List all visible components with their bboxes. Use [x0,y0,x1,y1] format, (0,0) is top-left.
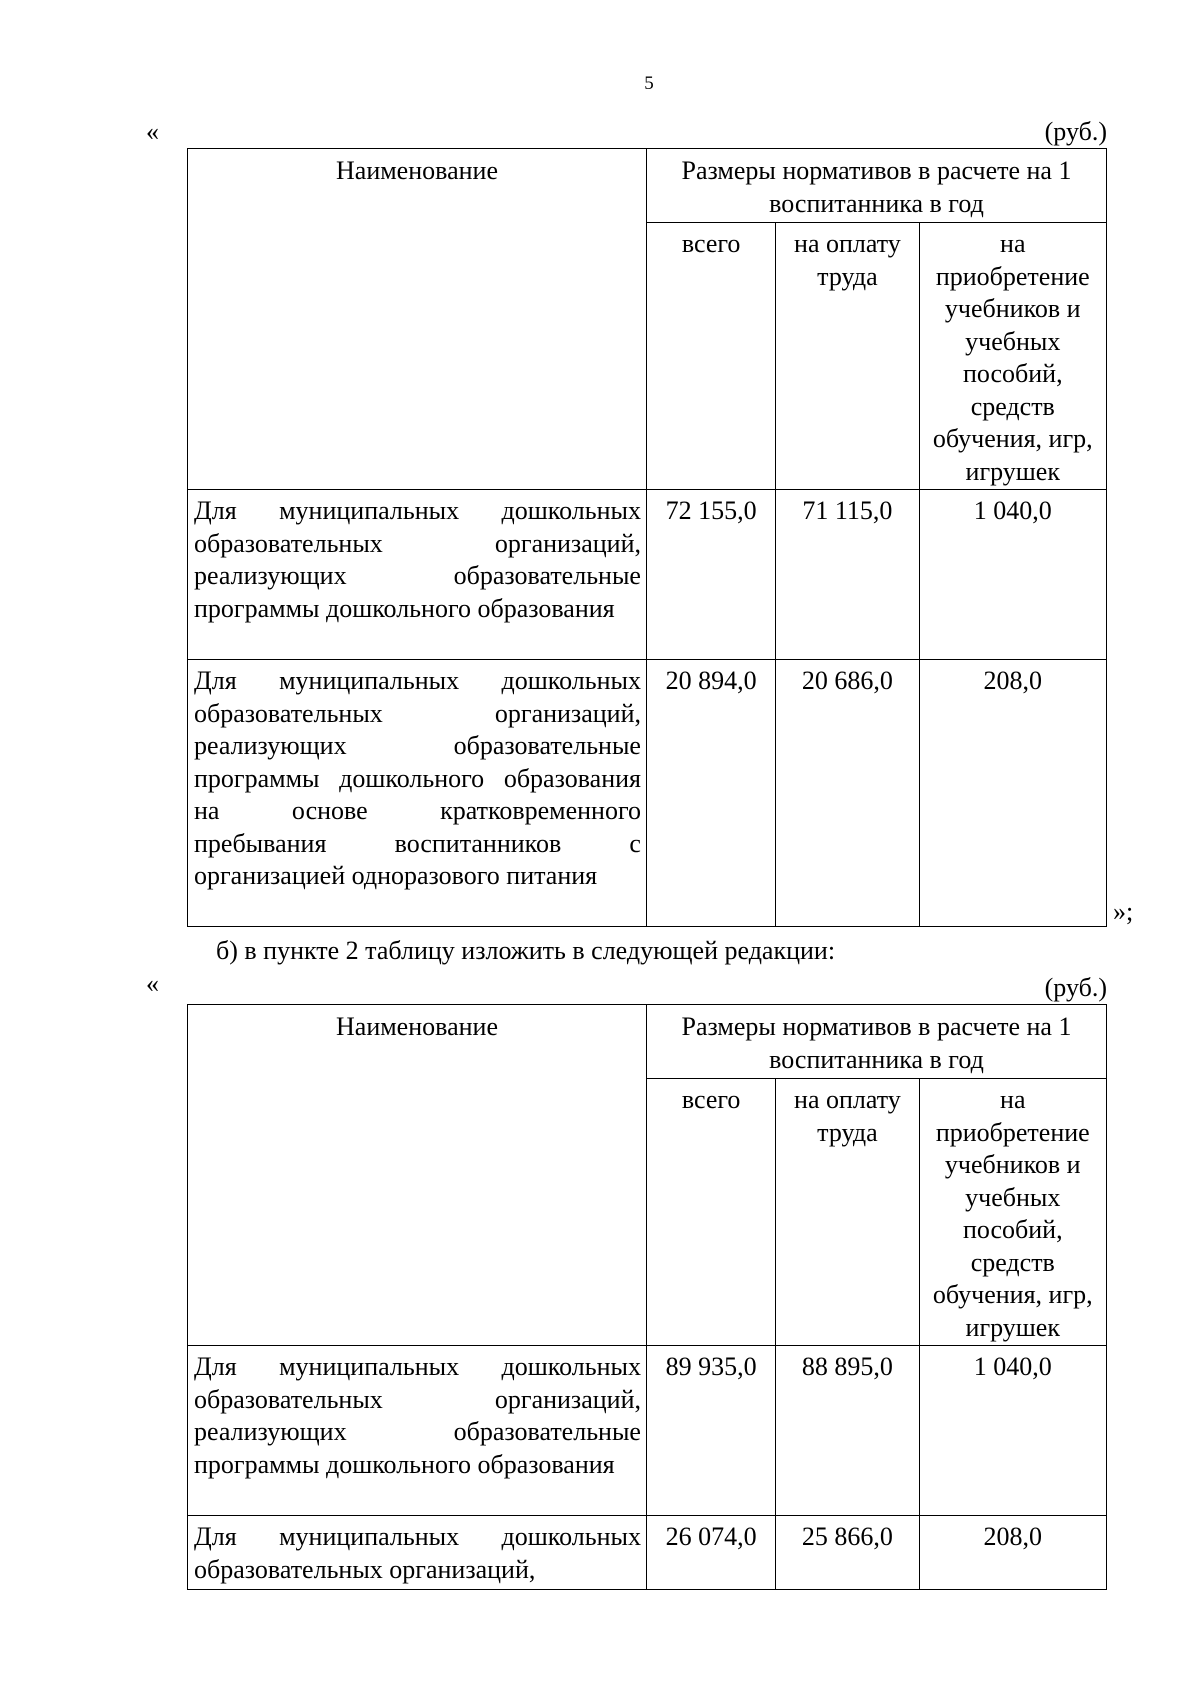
row-wage: 88 895,0 [776,1346,919,1516]
row-books: 1 040,0 [919,490,1106,660]
header-norms-group: Размеры нормативов в расчете на 1 воспитанника в год [646,149,1106,223]
norms-table-1 [187,148,1107,927]
header-wage: на оплату труда [776,1079,919,1346]
row-total: 89 935,0 [646,1346,775,1516]
header-name: Наименование [188,1005,647,1346]
row-total: 26 074,0 [646,1516,775,1590]
closing-quote: »; [1113,897,1134,926]
header-name: Наименование [188,149,647,490]
row-name: Для муниципальных дошкольных образовательных организаций, [188,1516,647,1590]
row-total: 72 155,0 [646,490,775,660]
opening-quote-2: « [146,969,159,998]
header-wage: на оплату труда [776,223,919,490]
row-name: Для муниципальных дошкольных образовательных организаций, реализующих образовательные программы дошкольного образования [188,1346,647,1516]
row-wage: 25 866,0 [776,1516,919,1590]
row-total: 20 894,0 [646,660,775,927]
row-books: 1 040,0 [919,1346,1106,1516]
page-number: 5 [644,73,654,94]
table-row [188,1516,1107,1590]
unit-label-2: (руб.) [1044,973,1107,1002]
row-name: Для муниципальных дошкольных образовательных организаций, реализующих образовательные программы дошкольного образования на основе кратковременного пребывания воспитанников с организацией одноразового питания [188,660,647,927]
table-row [188,1346,1107,1516]
header-total: всего [646,1079,775,1346]
row-books: 208,0 [919,1516,1106,1590]
row-wage: 20 686,0 [776,660,919,927]
norms-table-2 [187,1004,1107,1590]
header-books: на приобретение учебников и учебных пособий, средств обучения, игр, игрушек [919,1079,1106,1346]
table-row [188,490,1107,660]
paragraph-b: б) в пункте 2 таблицу изложить в следующей редакции: [216,936,836,965]
header-norms-group: Размеры нормативов в расчете на 1 воспитанника в год [646,1005,1106,1079]
opening-quote-1: « [146,117,159,146]
row-books: 208,0 [919,660,1106,927]
header-total: всего [646,223,775,490]
table-row [188,660,1107,927]
row-wage: 71 115,0 [776,490,919,660]
unit-label-1: (руб.) [1044,117,1107,146]
header-books: на приобретение учебников и учебных пособий, средств обучения, игр, игрушек [919,223,1106,490]
row-name: Для муниципальных дошкольных образовательных организаций, реализующих образовательные программы дошкольного образования [188,490,647,660]
